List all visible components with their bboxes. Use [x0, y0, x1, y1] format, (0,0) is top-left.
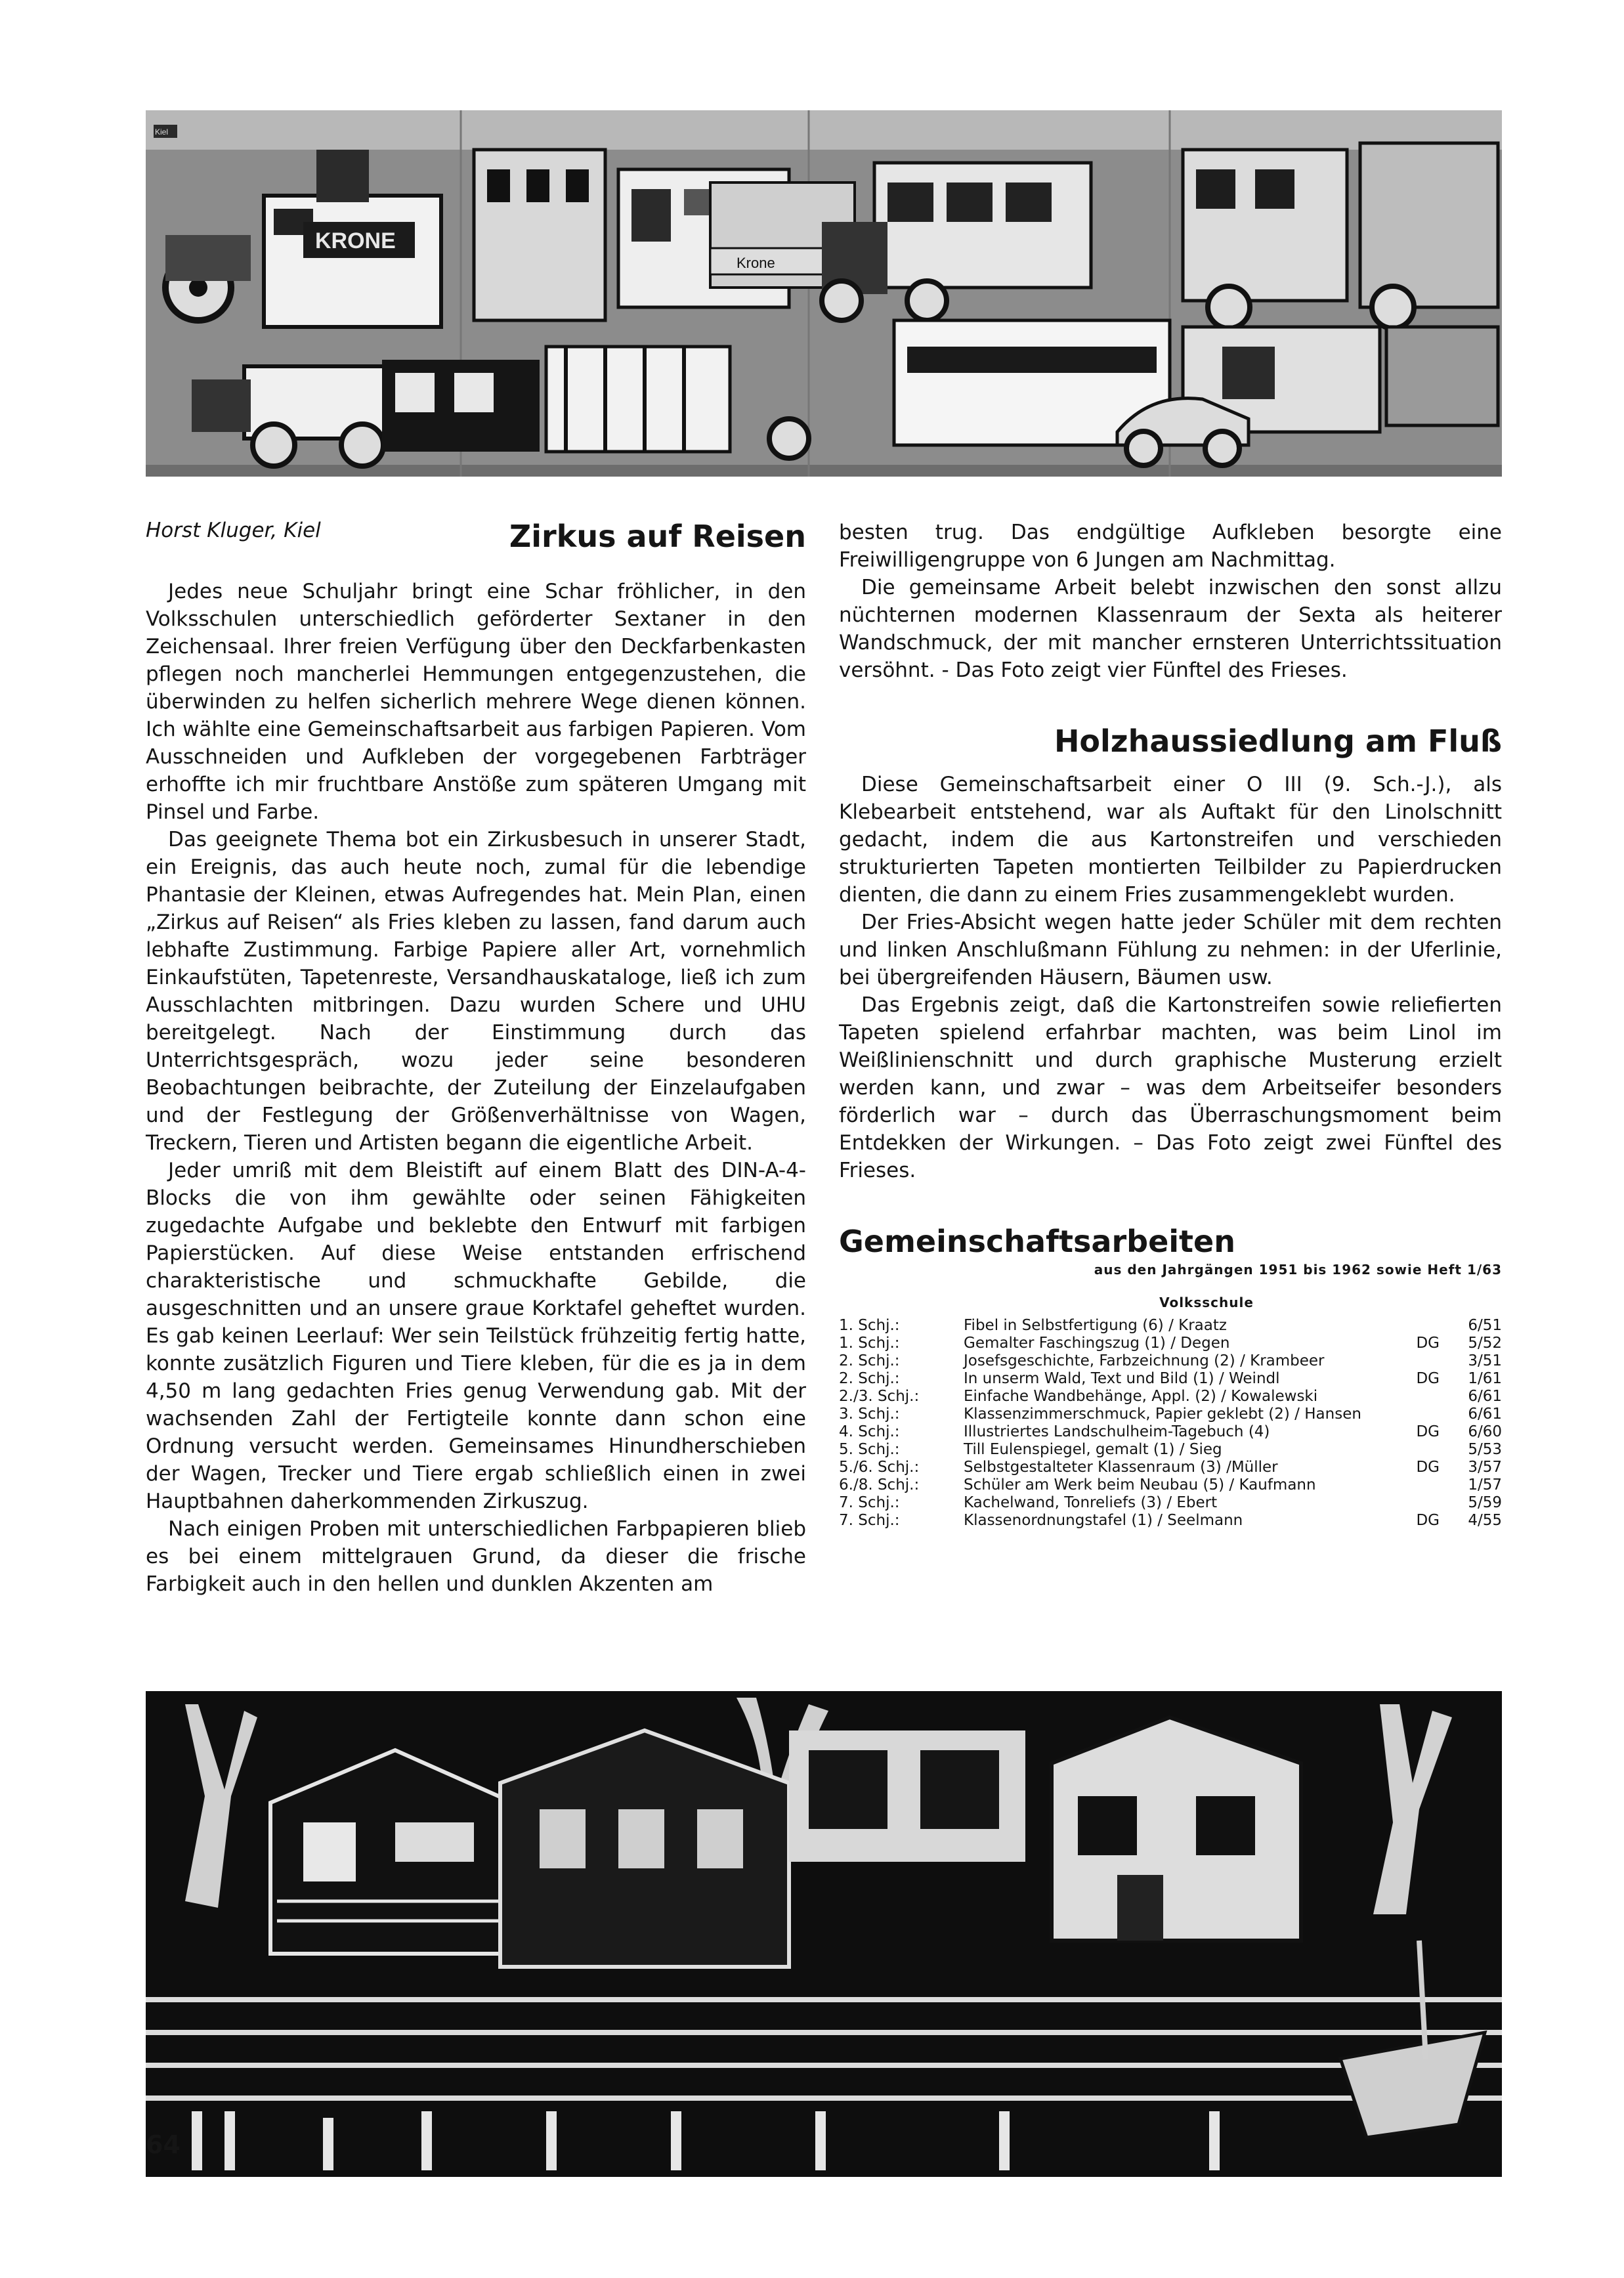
ref-issue: 4/55 [1468, 1512, 1502, 1529]
ref-title: Klassenordnungstafel (1) / Seelmann [964, 1512, 1243, 1529]
ref-grade: 5./6. Schj.: [839, 1459, 920, 1476]
circus-frieze-photo [146, 110, 1502, 477]
frieze-kiel-label: Kiel [155, 127, 169, 137]
ref-title: Einfache Wandbehänge, Appl. (2) / Kowalewski [964, 1388, 1318, 1405]
ref-title: Fibel in Selbstfertigung (6) / Kraatz [964, 1317, 1227, 1334]
ref-issue: 5/59 [1468, 1494, 1502, 1511]
references-table [839, 1317, 1502, 1530]
article-body-circus [146, 578, 806, 1598]
ref-issue: 1/57 [1468, 1476, 1502, 1494]
ref-flag [1380, 1317, 1440, 1335]
ref-flag [1380, 1352, 1440, 1370]
ref-grade: 1. Schj.: [839, 1317, 900, 1334]
ref-flag: DG [1416, 1335, 1440, 1352]
ref-grade: 7. Schj.: [839, 1512, 900, 1529]
ref-flag [1380, 1388, 1440, 1406]
ref-issue: 6/61 [1468, 1388, 1502, 1405]
table-row [839, 1317, 1502, 1335]
ref-title: Klassenzimmerschmuck, Papier geklebt (2) / Hansen [964, 1406, 1361, 1423]
ref-flag [1380, 1476, 1440, 1494]
ref-flag: DG [1416, 1512, 1440, 1529]
table-row [839, 1459, 1502, 1476]
table-row [839, 1423, 1502, 1441]
ref-grade: 2./3. Schj.: [839, 1388, 920, 1405]
paragraph: Das geeignete Thema bot ein Zirkusbesuch in unserer Stadt, ein Ereignis, das auch heute noch, zumal für die lebendige Phantasie der Kleinen, etwas Aufregendes hat. Mein Plan, einen „Zirkus auf Reisen“ als Fries kleben zu lassen, fand darum auch lebhafte Zustimmung. Farbige Papiere aller Art, vornehmlich Einkaufstüten, Tapetenreste, Versandhauskataloge, ließ ich zum Ausschlachten mitbringen. Dazu wurden Schere und UHU bereitgelegt. Nach der Einstimmung durch das Unterrichtsgespräch, wozu jeder seine besonderen Beobachtungen beibrachte, der Zuteilung der Einzelaufgaben und der Festlegung der Größenverhältnisse von Wagen, Treckern, Tieren und Artisten begann die eigentliche Arbeit. [146, 828, 806, 1155]
ref-flag [1380, 1494, 1440, 1512]
ref-issue: 3/51 [1468, 1352, 1502, 1369]
paragraph: Die gemeinsame Arbeit belebt inzwischen den sonst allzu nüchternen modernen Klassenraum der Sexta als heiterer Wandschmuck, der mit mancher ernsteren Unterrichtssituation versöhnt. - Das Foto zeigt vier Fünftel des Frieses. [839, 576, 1502, 682]
ref-issue: 5/52 [1468, 1335, 1502, 1352]
table-row [839, 1352, 1502, 1370]
table-row [839, 1476, 1502, 1494]
ref-issue: 6/51 [1468, 1317, 1502, 1334]
page-number: 64 [146, 2130, 181, 2159]
right-column [839, 519, 1502, 1530]
ref-grade: 2. Schj.: [839, 1370, 900, 1387]
ref-flag: DG [1416, 1370, 1440, 1387]
paragraph: Der Fries-Absicht wegen hatte jeder Schüler mit dem rechten und linken Anschlußmann Fühlung zu nehmen: in der Uferlinie, bei übergreifenden Häusern, Bäumen usw. [839, 911, 1502, 989]
ref-grade: 5. Schj.: [839, 1441, 900, 1458]
ref-issue: 1/61 [1468, 1370, 1502, 1387]
paragraph: Diese Gemeinschaftsarbeit einer O III (9. Sch.-J.), als Klebearbeit entstehend, war als Auftakt für den Linolschnitt gedacht, indem die aus Kartonstreifen und verschieden strukturierten Tapeten montierten Teilbilder zu Papierdrucken dienten, die dann zu einem Fries zusammengeklebt wurden. [839, 773, 1502, 907]
ref-issue: 3/57 [1468, 1459, 1502, 1476]
article-title-circus: Zirkus auf Reisen [509, 519, 806, 554]
article-body-circus-continued [839, 519, 1502, 684]
table-row [839, 1494, 1502, 1512]
table-row [839, 1370, 1502, 1388]
paragraph: Das Ergebnis zeigt, daß die Kartonstreifen sowie reliefierten Tapeten spielend erfahrbar machten, was beim Linol im Weißlinienschnitt und durch graphische Musterung erzielt werden kann, und zwar – was dem Arbeitseifer besonders förderlich war – durch das Überraschungsmoment beim Entdekken der Wirkungen. – Das Foto zeigt zwei Fünftel des Frieses. [839, 993, 1502, 1182]
left-column [146, 519, 806, 1598]
ref-title: Selbstgestalteter Klassenraum (3) /Müller [964, 1459, 1278, 1476]
references-title: Gemeinschaftsarbeiten [839, 1224, 1235, 1259]
ref-issue: 6/60 [1468, 1423, 1502, 1440]
paragraph: Nach einigen Proben mit unterschiedlichen Farbpapieren blieb es bei einem mittelgrauen Grund, da dieser die frische Farbigkeit auch in den hellen und dunklen Akzenten am [146, 1517, 806, 1596]
table-row [839, 1406, 1502, 1423]
frieze-krone-sign: KRONE [315, 228, 396, 253]
ref-flag [1380, 1406, 1440, 1423]
frieze-krone-small-sign: Krone [737, 255, 775, 271]
ref-flag [1380, 1441, 1440, 1459]
ref-issue: 6/61 [1468, 1406, 1502, 1423]
ref-title: Josefsgeschichte, Farbzeichnung (2) / Krambeer [964, 1352, 1325, 1369]
article-body-settlement [839, 771, 1502, 1184]
ref-grade: 6./8. Schj.: [839, 1476, 920, 1494]
ref-flag: DG [1416, 1459, 1440, 1476]
paragraph: Jeder umriß mit dem Bleistift auf einem Blatt des DIN-A-4-Blocks die von ihm gewählte oder seinen Fähigkeiten zugedachte Aufgabe und beklebte den Entwurf mit farbigen Papierstücken. Auf diese Weise entstanden erfrischend charakteristische und schmuckhafte Gebilde, die ausgeschnitten und an unsere graue Korktafel geheftet wurden. Es gab keinen Leerlauf: Wer sein Teilstück frühzeitig fertig hatte, konnte zusätzlich Figuren und Tiere kleben, für die es ja in dem 4,50 m lang gedachten Fries genug Verwendung gab. Mit der wachsenden Zahl der Fertigteile konnte dann schon eine Ordnung versucht werden. Gemeinsames Hinundherschieben der Wagen, Trecker und Tiere ergab schließlich einen in zwei Hauptbahnen daherkommenden Zirkuszug. [146, 1159, 806, 1513]
ref-issue: 5/53 [1468, 1441, 1502, 1458]
paragraph: besten trug. Das endgültige Aufkleben besorgte eine Freiwilligengruppe von 6 Jungen am Nachmittag. [839, 521, 1502, 572]
ref-title: Schüler am Werk beim Neubau (5) / Kaufmann [964, 1476, 1316, 1494]
ref-title: Illustriertes Landschulheim-Tagebuch (4) [964, 1423, 1270, 1440]
house-settlement-print-photo [146, 1691, 1502, 2177]
references-subtitle: aus den Jahrgängen 1951 bis 1962 sowie Heft 1/63 [1094, 1262, 1502, 1278]
ref-title: Kachelwand, Tonreliefs (3) / Ebert [964, 1494, 1218, 1511]
references-category: Volksschule [1159, 1295, 1254, 1310]
table-row [839, 1441, 1502, 1459]
ref-grade: 3. Schj.: [839, 1406, 900, 1423]
ref-title: Till Eulenspiegel, gemalt (1) / Sieg [964, 1441, 1222, 1458]
paragraph: Jedes neue Schuljahr bringt eine Schar fröhlicher, in den Volksschulen unterschiedlich geförderter Sextaner in den Zeichensaal. Ihrer freien Verfügung über den Deckfarbenkasten pflegen noch mancherlei Hemmungen entgegenzustehen, die überwinden zu helfen sicherlich mehrere Wege dienen können. Ich wählte eine Gemeinschaftsarbeit aus farbigen Papieren. Vom Ausschneiden und Aufkleben der vorgegebenen Farbträger erhoffte ich mir fruchtbare Anstöße zum späteren Umgang mit Pinsel und Farbe. [146, 580, 806, 824]
ref-grade: 1. Schj.: [839, 1335, 900, 1352]
author-byline: Horst Kluger, Kiel [146, 519, 321, 542]
table-row [839, 1512, 1502, 1530]
ref-grade: 4. Schj.: [839, 1423, 900, 1440]
table-row [839, 1335, 1502, 1352]
ref-title: Gemalter Faschingszug (1) / Degen [964, 1335, 1230, 1352]
article-title-settlement: Holzhaussiedlung am Fluß [1054, 723, 1502, 759]
ref-grade: 7. Schj.: [839, 1494, 900, 1511]
ref-grade: 2. Schj.: [839, 1352, 900, 1369]
table-row [839, 1388, 1502, 1406]
ref-title: In unserm Wald, Text und Bild (1) / Weindl [964, 1370, 1280, 1387]
ref-flag: DG [1416, 1423, 1440, 1440]
